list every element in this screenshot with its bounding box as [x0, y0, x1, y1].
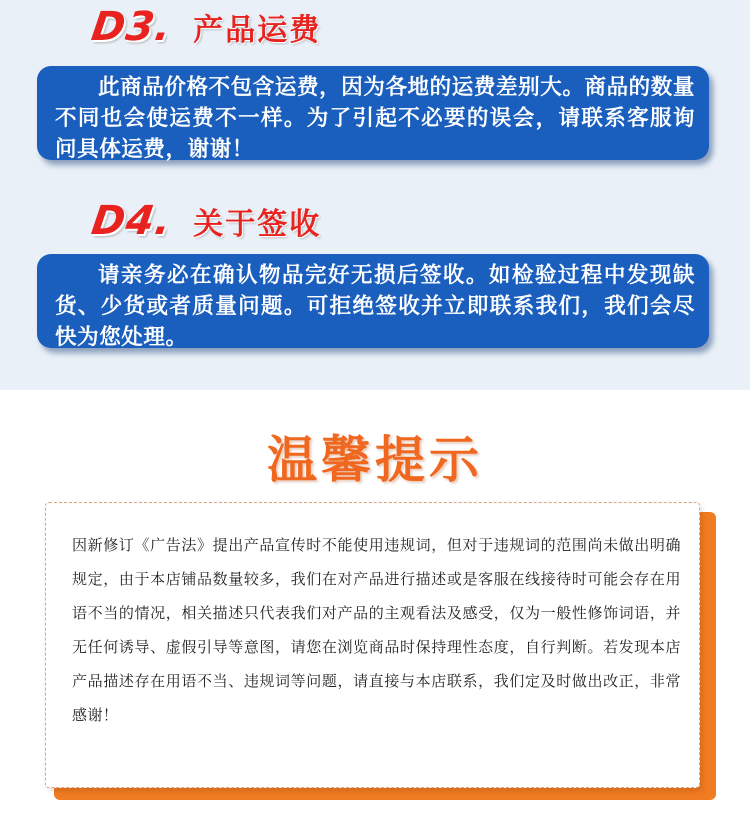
shipping-info-panel — [0, 0, 750, 390]
section-heading-shipping — [88, 2, 322, 52]
tips-card — [45, 502, 700, 788]
section-number: D4. — [88, 198, 175, 244]
section-number: D3. — [88, 4, 175, 50]
section-title: 产品运费 — [193, 13, 322, 48]
tips-text: 因新修订《广告法》提出产品宣传时不能使用违规词，但对于违规词的范围尚未做出明确规定，由于本店铺品数量较多，我们在对产品进行描述或是客服在线接待时可能会存在用语不当的情况，相关描述只代表我们对产品的主观看法及感受，仅为一般性修饰词语，并无任何诱导、虚假引导等意图，请您在浏览商品时保持理性态度，自行判断。若发现本店产品描述存在用语不当、违规词等问题，请直接与本店联系，我们定及时做出改正，非常感谢！ — [72, 536, 681, 724]
shipping-notice-text: 此商品价格不包含运费，因为各地的运费差别大。商品的数量不同也会使运费不一样。为了引起不必要的误会，请联系客服询问具体运费，谢谢！ — [55, 75, 695, 162]
section-heading-signing — [88, 196, 322, 246]
section-title: 关于签收 — [193, 207, 322, 242]
signing-notice-card — [37, 254, 709, 348]
tips-title: 温馨提示 — [267, 431, 483, 489]
shipping-notice-card — [37, 66, 709, 160]
signing-notice-text: 请亲务必在确认物品完好无损后签收。如检验过程中发现缺货、少货或者质量问题。可拒绝签收并立即联系我们，我们会尽快为您处理。 — [55, 263, 695, 350]
